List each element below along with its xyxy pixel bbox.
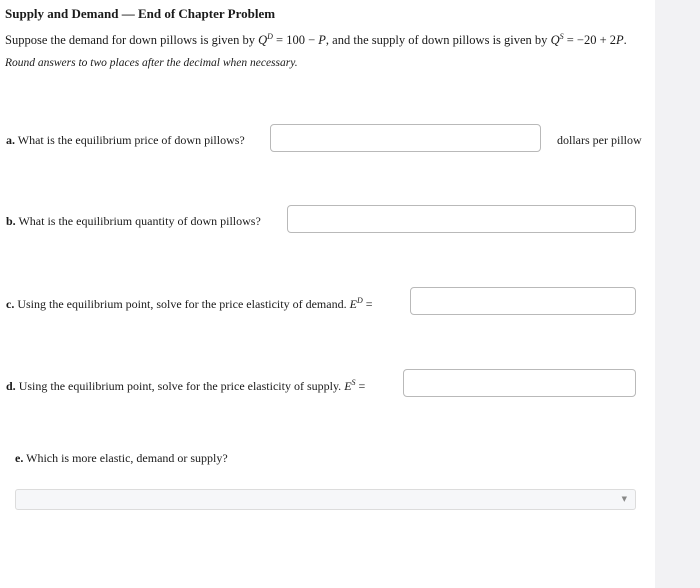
question-d: d. Using the equilibrium point, solve for the price elasticity of supply. $E^S$ = xyxy=(6,378,366,393)
answer-e-select[interactable] xyxy=(15,489,636,510)
right-gutter xyxy=(655,0,700,588)
problem-statement: Suppose the demand for down pillows is given by $Q^D = 100 - P$, and the supply of down pillows is given by $Q^S = -20 + 2P$. xyxy=(5,32,627,48)
answer-b-input[interactable] xyxy=(287,205,636,233)
answer-a-input[interactable] xyxy=(270,124,541,152)
answer-a-unit: dollars per pillow xyxy=(557,133,642,147)
question-a: a. What is the equilibrium price of down pillows? xyxy=(6,133,245,147)
question-e: e. Which is more elastic, demand or supply? xyxy=(15,451,228,465)
rounding-note: Round answers to two places after the decimal when necessary. xyxy=(5,57,298,69)
chevron-down-icon: ▼ xyxy=(621,495,627,503)
page-title: Supply and Demand — End of Chapter Problem xyxy=(5,6,276,21)
answer-d-input[interactable] xyxy=(403,369,636,397)
answer-c-input[interactable] xyxy=(410,287,636,315)
question-b: b. What is the equilibrium quantity of down pillows? xyxy=(6,214,261,228)
question-c: c. Using the equilibrium point, solve for the price elasticity of demand. $E^D$ = xyxy=(6,296,373,311)
